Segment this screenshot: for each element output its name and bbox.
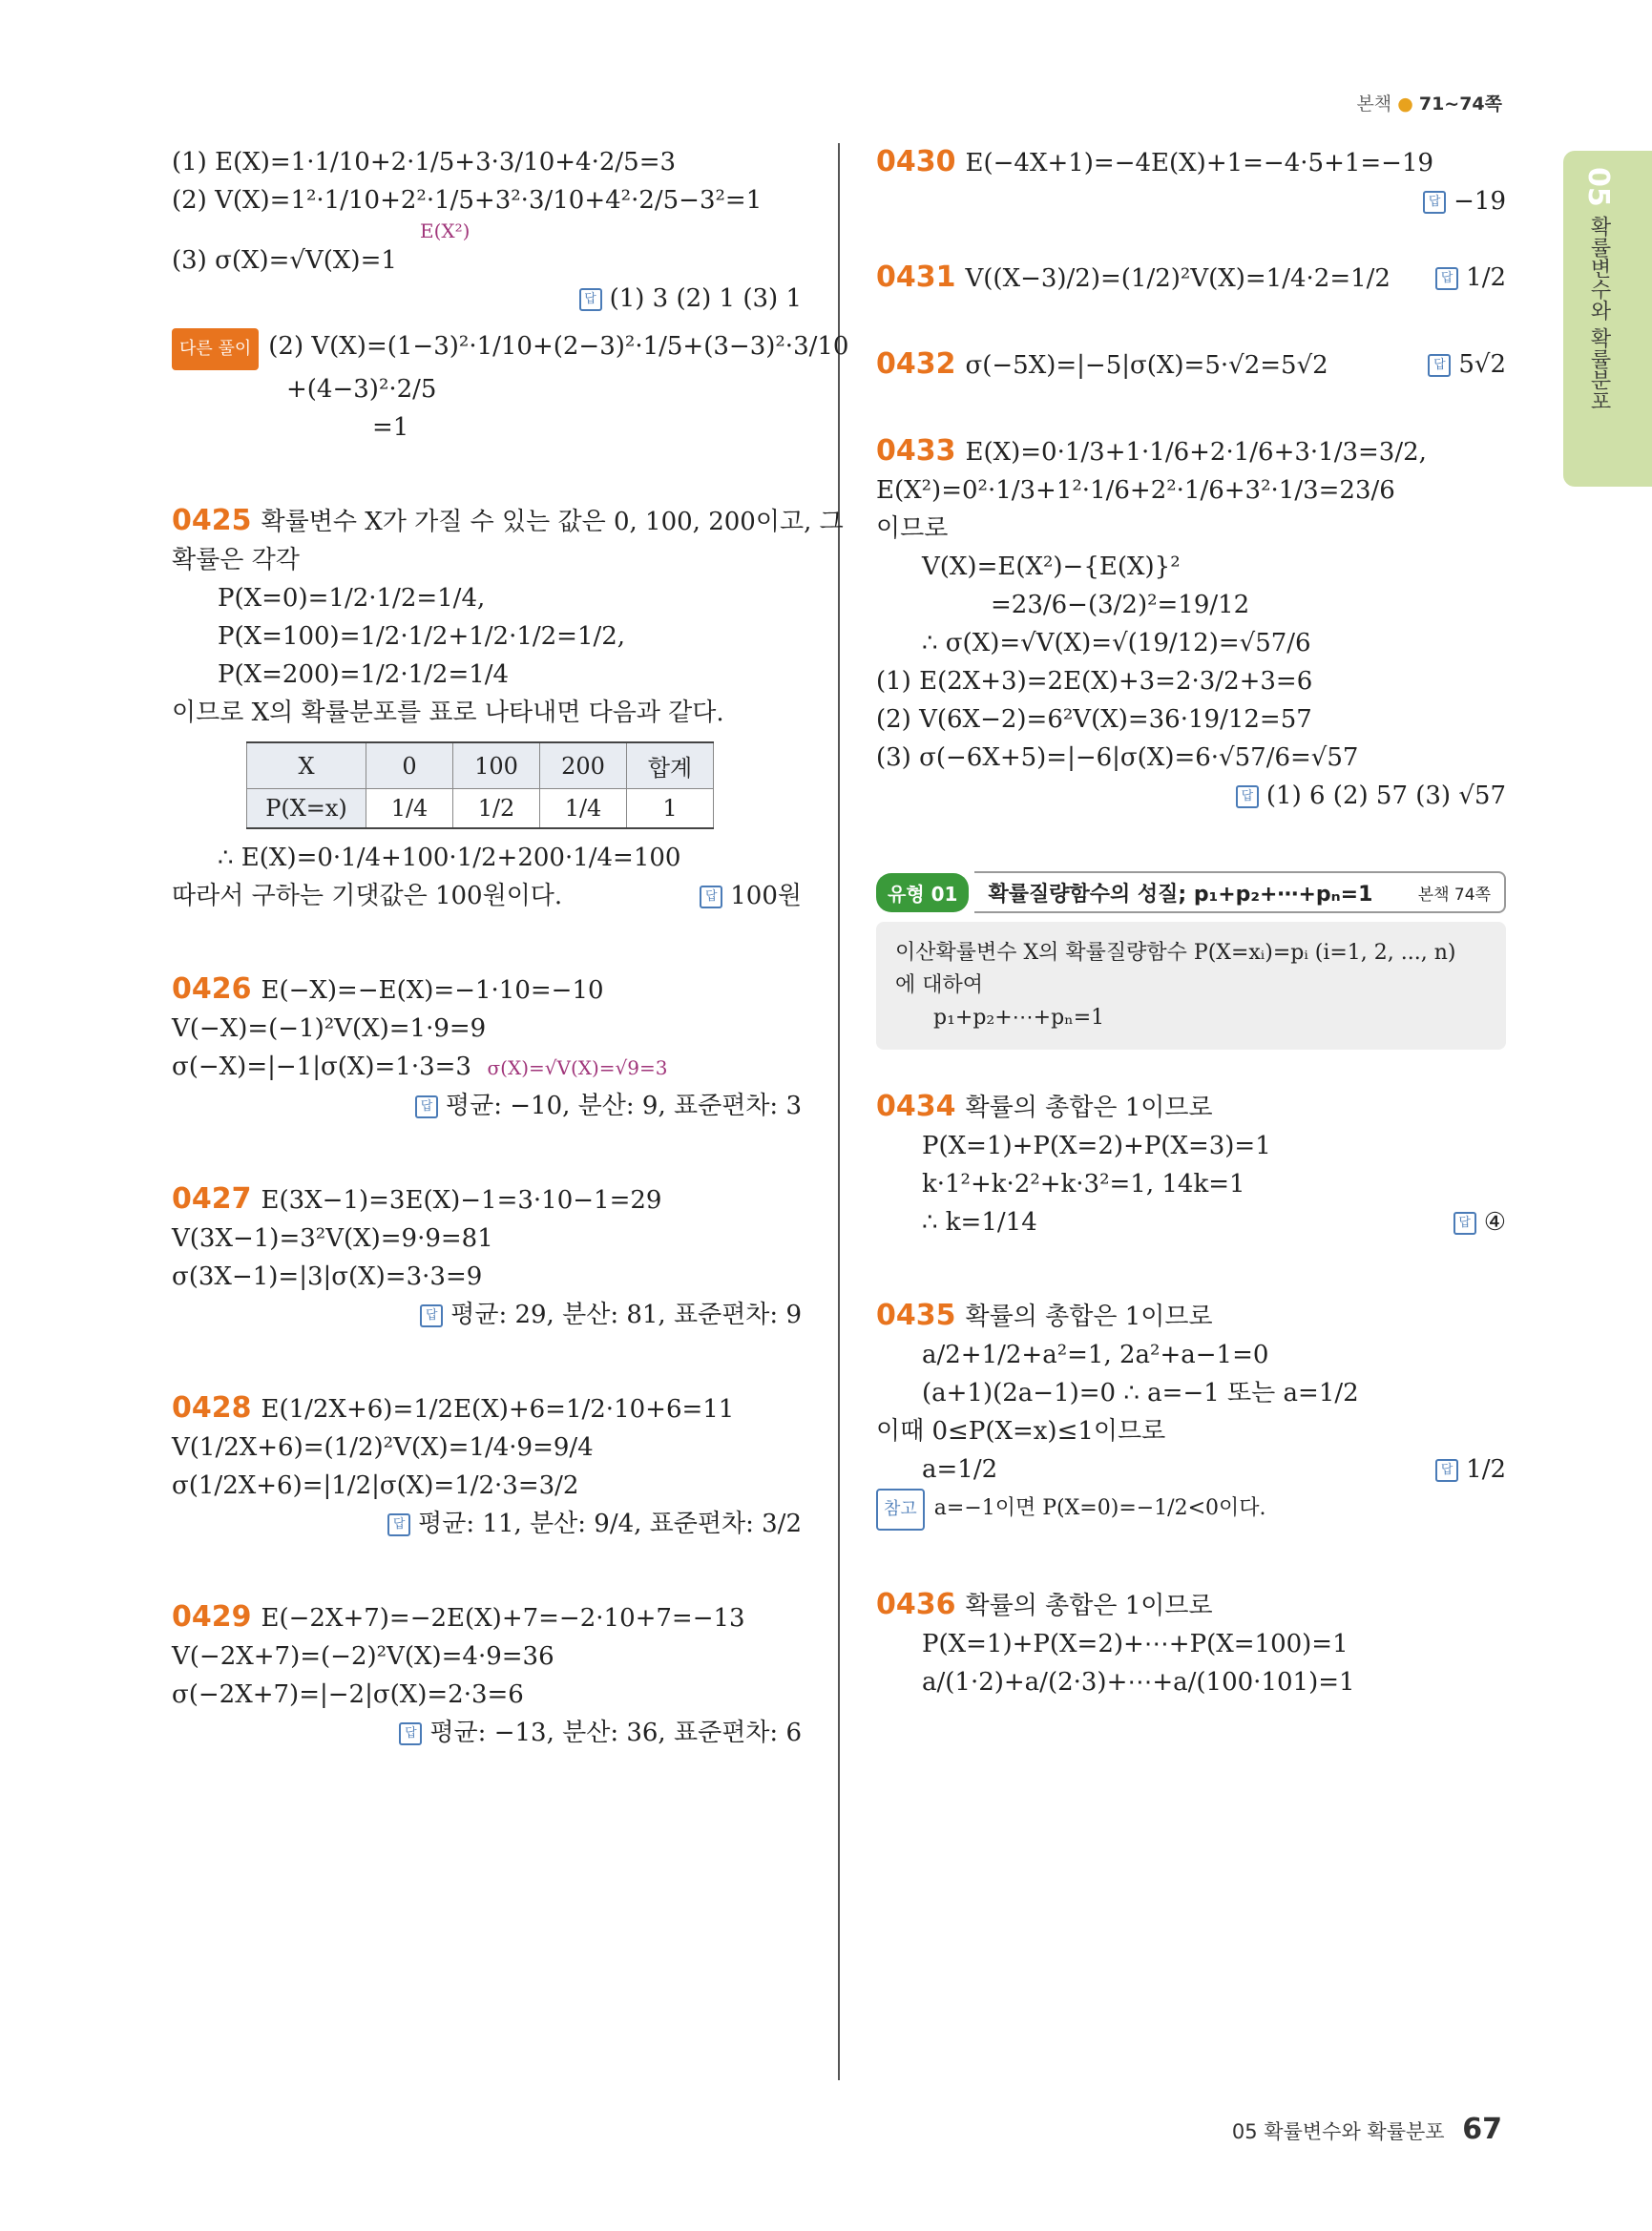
answer-icon: 답 xyxy=(399,1722,422,1745)
eq-line: =23/6−(3/2)²=19/12 xyxy=(991,591,1250,619)
problem-number: 0434 xyxy=(876,1090,956,1123)
problem-0427 xyxy=(172,1180,802,1334)
footer-chapter: 05 확률변수와 확률분포 xyxy=(1231,2120,1445,2143)
answer-icon: 답 xyxy=(1428,354,1451,377)
eq-line: (1) E(2X+3)=2E(X)+3=2·3/2+3=6 xyxy=(876,667,1313,696)
type-reference: 본책 74쪽 xyxy=(1417,885,1491,905)
table-cell: 1/2 xyxy=(453,789,540,829)
problem-number: 0431 xyxy=(876,261,956,294)
answer-icon: 답 xyxy=(1236,785,1259,808)
problem-first-line xyxy=(876,143,1506,182)
eq-line: σ(3X−1)=|3|σ(X)=3·3=9 xyxy=(172,1262,483,1291)
table-header-cell: X xyxy=(247,742,366,789)
header-book: 본책 xyxy=(1356,94,1392,115)
eq-line: (2) V(6X−2)=6²V(X)=36·19/12=57 xyxy=(876,705,1312,734)
eq-line: (3) σ(−6X+5)=|−6|σ(X)=6·√57/6=√57 xyxy=(876,743,1359,772)
answer-icon: 답 xyxy=(420,1304,443,1327)
eq-line: ∴ σ(X)=√V(X)=√(19/12)=√57/6 xyxy=(922,629,1311,657)
problem-number: 0436 xyxy=(876,1588,956,1621)
text: 확률변수 X가 가질 수 있는 값은 0, 100, 200이고, 그 xyxy=(261,508,844,536)
answer-text: 평균: −10, 분산: 9, 표준편차: 3 xyxy=(445,1092,802,1120)
text-line: 이때 0≤P(X=x)≤1이므로 xyxy=(876,1417,1166,1446)
reference-note xyxy=(876,1489,1506,1531)
eq-text: E(−X)=−E(X)=−1·10=−10 xyxy=(261,976,604,1005)
reference-tag: 참고 xyxy=(876,1489,925,1531)
text: 확률의 총합은 1이므로 xyxy=(965,1592,1213,1620)
answer-text: ④ xyxy=(1483,1208,1506,1237)
problem-number: 0432 xyxy=(876,347,956,381)
problem-0435 xyxy=(876,1297,1506,1531)
text: 확률의 총합은 1이므로 xyxy=(965,1303,1213,1331)
side-tab-number: 05 xyxy=(1581,167,1615,207)
table-row xyxy=(247,789,714,829)
eq-line: +(4−3)²·2/5 xyxy=(286,375,437,404)
eq-line: V(1/2X+6)=(1/2)²V(X)=1/4·9=9/4 xyxy=(172,1433,594,1462)
page-header xyxy=(1356,90,1502,115)
eq-line: V(−2X+7)=(−2)²V(X)=4·9=36 xyxy=(172,1642,554,1671)
eq-line: V(3X−1)=3²V(X)=9·9=81 xyxy=(172,1224,493,1253)
problem-content xyxy=(876,259,1391,298)
distribution-table xyxy=(246,741,714,829)
problem-0430 xyxy=(876,143,1506,220)
text-line: 이므로 xyxy=(876,514,949,543)
eq-text: (2) V(X)=(1−3)²·1/10+(2−3)²·1/5+(3−3)²·3/10 xyxy=(268,332,849,361)
note-text: σ(X)=√V(X)=√9=3 xyxy=(487,1056,668,1079)
type-body-line: 에 대하여 xyxy=(895,973,984,997)
problem-content xyxy=(876,345,1328,385)
eq-text: E(−2X+7)=−2E(X)+7=−2·10+7=−13 xyxy=(261,1604,745,1633)
solution-top xyxy=(172,143,849,447)
problem-0425 xyxy=(172,502,844,915)
answer-text: (1) 6 (2) 57 (3) √57 xyxy=(1265,782,1506,810)
answer-icon: 답 xyxy=(700,886,722,908)
answer-icon: 답 xyxy=(1435,1459,1458,1482)
text: 확률의 총합은 1이므로 xyxy=(965,1094,1213,1122)
eq-line: (2) V(X)=1²·1/10+2²·1/5+3²·3/10+4²·2/5−3²=1 xyxy=(172,186,763,215)
eq-line: σ(−2X+7)=|−2|σ(X)=2·3=6 xyxy=(172,1680,524,1709)
conclusion-line xyxy=(876,1203,1506,1241)
problem-first-line xyxy=(172,1389,802,1428)
type-tag: 유형 01 xyxy=(876,873,969,912)
eq-line xyxy=(172,1048,802,1087)
eq-line: V(X)=E(X²)−{E(X)}² xyxy=(922,553,1181,581)
answer-icon: 답 xyxy=(387,1513,410,1536)
problem-first-line xyxy=(876,1297,1506,1336)
right-column xyxy=(876,143,1506,1757)
answer-line xyxy=(1435,259,1506,298)
note-text: E(X²) xyxy=(420,219,471,242)
problem-0426 xyxy=(172,970,802,1125)
eq-text: E(1/2X+6)=1/2E(X)+6=1/2·10+6=11 xyxy=(261,1395,735,1424)
type-title-box xyxy=(974,871,1506,913)
problem-first-line xyxy=(876,1088,1506,1127)
eq-text: E(3X−1)=3E(X)−1=3·10−1=29 xyxy=(261,1186,662,1215)
answer-line xyxy=(1453,1203,1506,1241)
side-tab-title: 확률변수와 확률분포 xyxy=(1587,216,1611,411)
answer-icon: 답 xyxy=(415,1095,438,1118)
answer-line xyxy=(1428,345,1506,385)
eq-line: P(X=200)=1/2·1/2=1/4 xyxy=(218,660,510,689)
answer-line xyxy=(876,777,1506,815)
table-cell: 1/4 xyxy=(366,789,453,829)
text-line: 이므로 X의 확률분포를 표로 나타내면 다음과 같다. xyxy=(172,698,724,727)
problem-first-line xyxy=(876,1586,1506,1625)
problem-0431 xyxy=(876,259,1506,298)
problem-first-line xyxy=(876,432,1506,471)
eq-line: a/2+1/2+a²=1, 2a²+a−1=0 xyxy=(922,1341,1269,1369)
annotation-note xyxy=(172,219,802,241)
answer-text: 1/2 xyxy=(1466,263,1506,292)
answer-text: 5√2 xyxy=(1458,350,1506,379)
eq-line: P(X=1)+P(X=2)+⋯+P(X=100)=1 xyxy=(922,1630,1349,1658)
problem-first-line xyxy=(876,259,1506,298)
table-header-cell: 200 xyxy=(540,742,627,789)
conclusion-line xyxy=(876,1450,1506,1489)
problem-number: 0428 xyxy=(172,1391,252,1425)
problem-number: 0430 xyxy=(876,145,956,178)
eq-line: V(−X)=(−1)²V(X)=1·9=9 xyxy=(172,1014,487,1043)
answer-text: (1) 3 (2) 1 (3) 1 xyxy=(609,284,802,313)
eq-text: E(X)=0·1/3+1·1/6+2·1/6+3·1/3=3/2, xyxy=(965,438,1427,467)
alt-solution xyxy=(172,327,849,370)
answer-line xyxy=(172,1087,802,1125)
problem-0434 xyxy=(876,1088,1506,1241)
eq-line: a/(1·2)+a/(2·3)+⋯+a/(100·101)=1 xyxy=(922,1668,1355,1697)
problem-first-line xyxy=(172,1180,802,1220)
problem-first-line xyxy=(172,502,844,541)
answer-text: 1/2 xyxy=(1466,1455,1506,1484)
text: 따라서 구하는 기댓값은 100원이다. xyxy=(172,882,563,910)
conclusion-line xyxy=(172,877,802,915)
eq-text: a=1/2 xyxy=(922,1455,998,1484)
problem-number: 0435 xyxy=(876,1299,956,1332)
answer-line xyxy=(172,1505,802,1543)
answer-text: 평균: 11, 분산: 9/4, 표준편차: 3/2 xyxy=(418,1510,802,1538)
eq-line: P(X=100)=1/2·1/2+1/2·1/2=1/2, xyxy=(218,622,626,651)
problem-0429 xyxy=(172,1598,802,1752)
alt-solution-tag: 다른 풀이 xyxy=(172,328,259,370)
problem-first-line xyxy=(876,345,1506,385)
table-header-cell: 100 xyxy=(453,742,540,789)
answer-line xyxy=(172,280,802,318)
header-pages: 71~74쪽 xyxy=(1418,94,1502,115)
page-footer xyxy=(1232,2113,1502,2146)
answer-line xyxy=(172,1714,802,1752)
type-body-line: 이산확률변수 X의 확률질량함수 P(X=xᵢ)=pᵢ (i=1, 2, ..., n) xyxy=(895,941,1456,965)
answer-line xyxy=(1435,1450,1506,1489)
problem-number: 0425 xyxy=(172,504,252,537)
problem-0428 xyxy=(172,1389,802,1543)
answer-line xyxy=(876,182,1506,220)
answer-text: −19 xyxy=(1453,187,1506,216)
eq-text: V((X−3)/2)=(1/2)²V(X)=1/4·2=1/2 xyxy=(965,264,1391,293)
answer-text: 100원 xyxy=(730,882,802,910)
table-header-cell: 합계 xyxy=(627,742,714,789)
answer-icon: 답 xyxy=(1423,191,1446,214)
type-bar xyxy=(876,870,1506,914)
eq-line: σ(1/2X+6)=|1/2|σ(X)=1/2·3=3/2 xyxy=(172,1471,579,1500)
table-cell: 1/4 xyxy=(540,789,627,829)
answer-text: 평균: 29, 분산: 81, 표준편차: 9 xyxy=(450,1301,802,1329)
header-dot: ● xyxy=(1397,94,1413,115)
left-column xyxy=(172,143,849,1807)
eq-line: P(X=0)=1/2·1/2=1/4, xyxy=(218,584,486,613)
eq-line: (1) E(X)=1·1/10+2·1/5+3·3/10+4·2/5=3 xyxy=(172,148,677,177)
eq-line: ∴ E(X)=0·1/4+100·1/2+200·1/4=100 xyxy=(218,844,681,872)
type-title: 확률질량함수의 성질; p₁+p₂+⋯+pₙ=1 xyxy=(988,882,1373,907)
eq-line: P(X=1)+P(X=2)+P(X=3)=1 xyxy=(922,1132,1271,1160)
answer-icon: 답 xyxy=(1453,1212,1476,1235)
eq-line: k·1²+k·2²+k·3²=1, 14k=1 xyxy=(922,1170,1245,1199)
answer-text: 평균: −13, 분산: 36, 표준편차: 6 xyxy=(429,1719,802,1747)
table-cell: 1 xyxy=(627,789,714,829)
eq-line: (3) σ(X)=√V(X)=1 xyxy=(172,246,397,275)
reference-text: a=−1이면 P(X=0)=−1/2<0이다. xyxy=(933,1496,1266,1520)
answer-line xyxy=(172,1296,802,1334)
answer-icon: 답 xyxy=(579,288,602,311)
problem-first-line xyxy=(172,970,802,1010)
type-body-formula: p₁+p₂+⋯+pₙ=1 xyxy=(933,1006,1105,1030)
table-header-cell: 0 xyxy=(366,742,453,789)
table-header-row xyxy=(247,742,714,789)
text-line: 확률은 각각 xyxy=(172,546,300,574)
problem-number: 0429 xyxy=(172,1600,252,1634)
column-divider xyxy=(838,143,840,2080)
problem-0436 xyxy=(876,1586,1506,1701)
answer-line xyxy=(700,877,802,915)
problem-number: 0433 xyxy=(876,434,956,468)
problem-number: 0426 xyxy=(172,972,252,1006)
page-number: 67 xyxy=(1462,2113,1502,2146)
type-body xyxy=(876,922,1506,1050)
eq-text: E(−4X+1)=−4E(X)+1=−4·5+1=−19 xyxy=(965,149,1434,177)
answer-icon: 답 xyxy=(1435,267,1458,290)
eq-line: E(X²)=0²·1/3+1²·1/6+2²·1/6+3²·1/3=23/6 xyxy=(876,476,1395,505)
eq-line: =1 xyxy=(372,413,409,442)
eq-line: (a+1)(2a−1)=0 ∴ a=−1 또는 a=1/2 xyxy=(922,1379,1359,1407)
eq-text: σ(−X)=|−1|σ(X)=1·3=3 xyxy=(172,1053,471,1081)
table-cell: P(X=x) xyxy=(247,789,366,829)
problem-number: 0427 xyxy=(172,1182,252,1216)
problem-first-line xyxy=(172,1598,802,1637)
problem-0432 xyxy=(876,345,1506,385)
type-box xyxy=(876,870,1506,1050)
problem-0433 xyxy=(876,432,1506,815)
eq-text: σ(−5X)=|−5|σ(X)=5·√2=5√2 xyxy=(965,351,1328,380)
eq-text: ∴ k=1/14 xyxy=(922,1208,1037,1237)
